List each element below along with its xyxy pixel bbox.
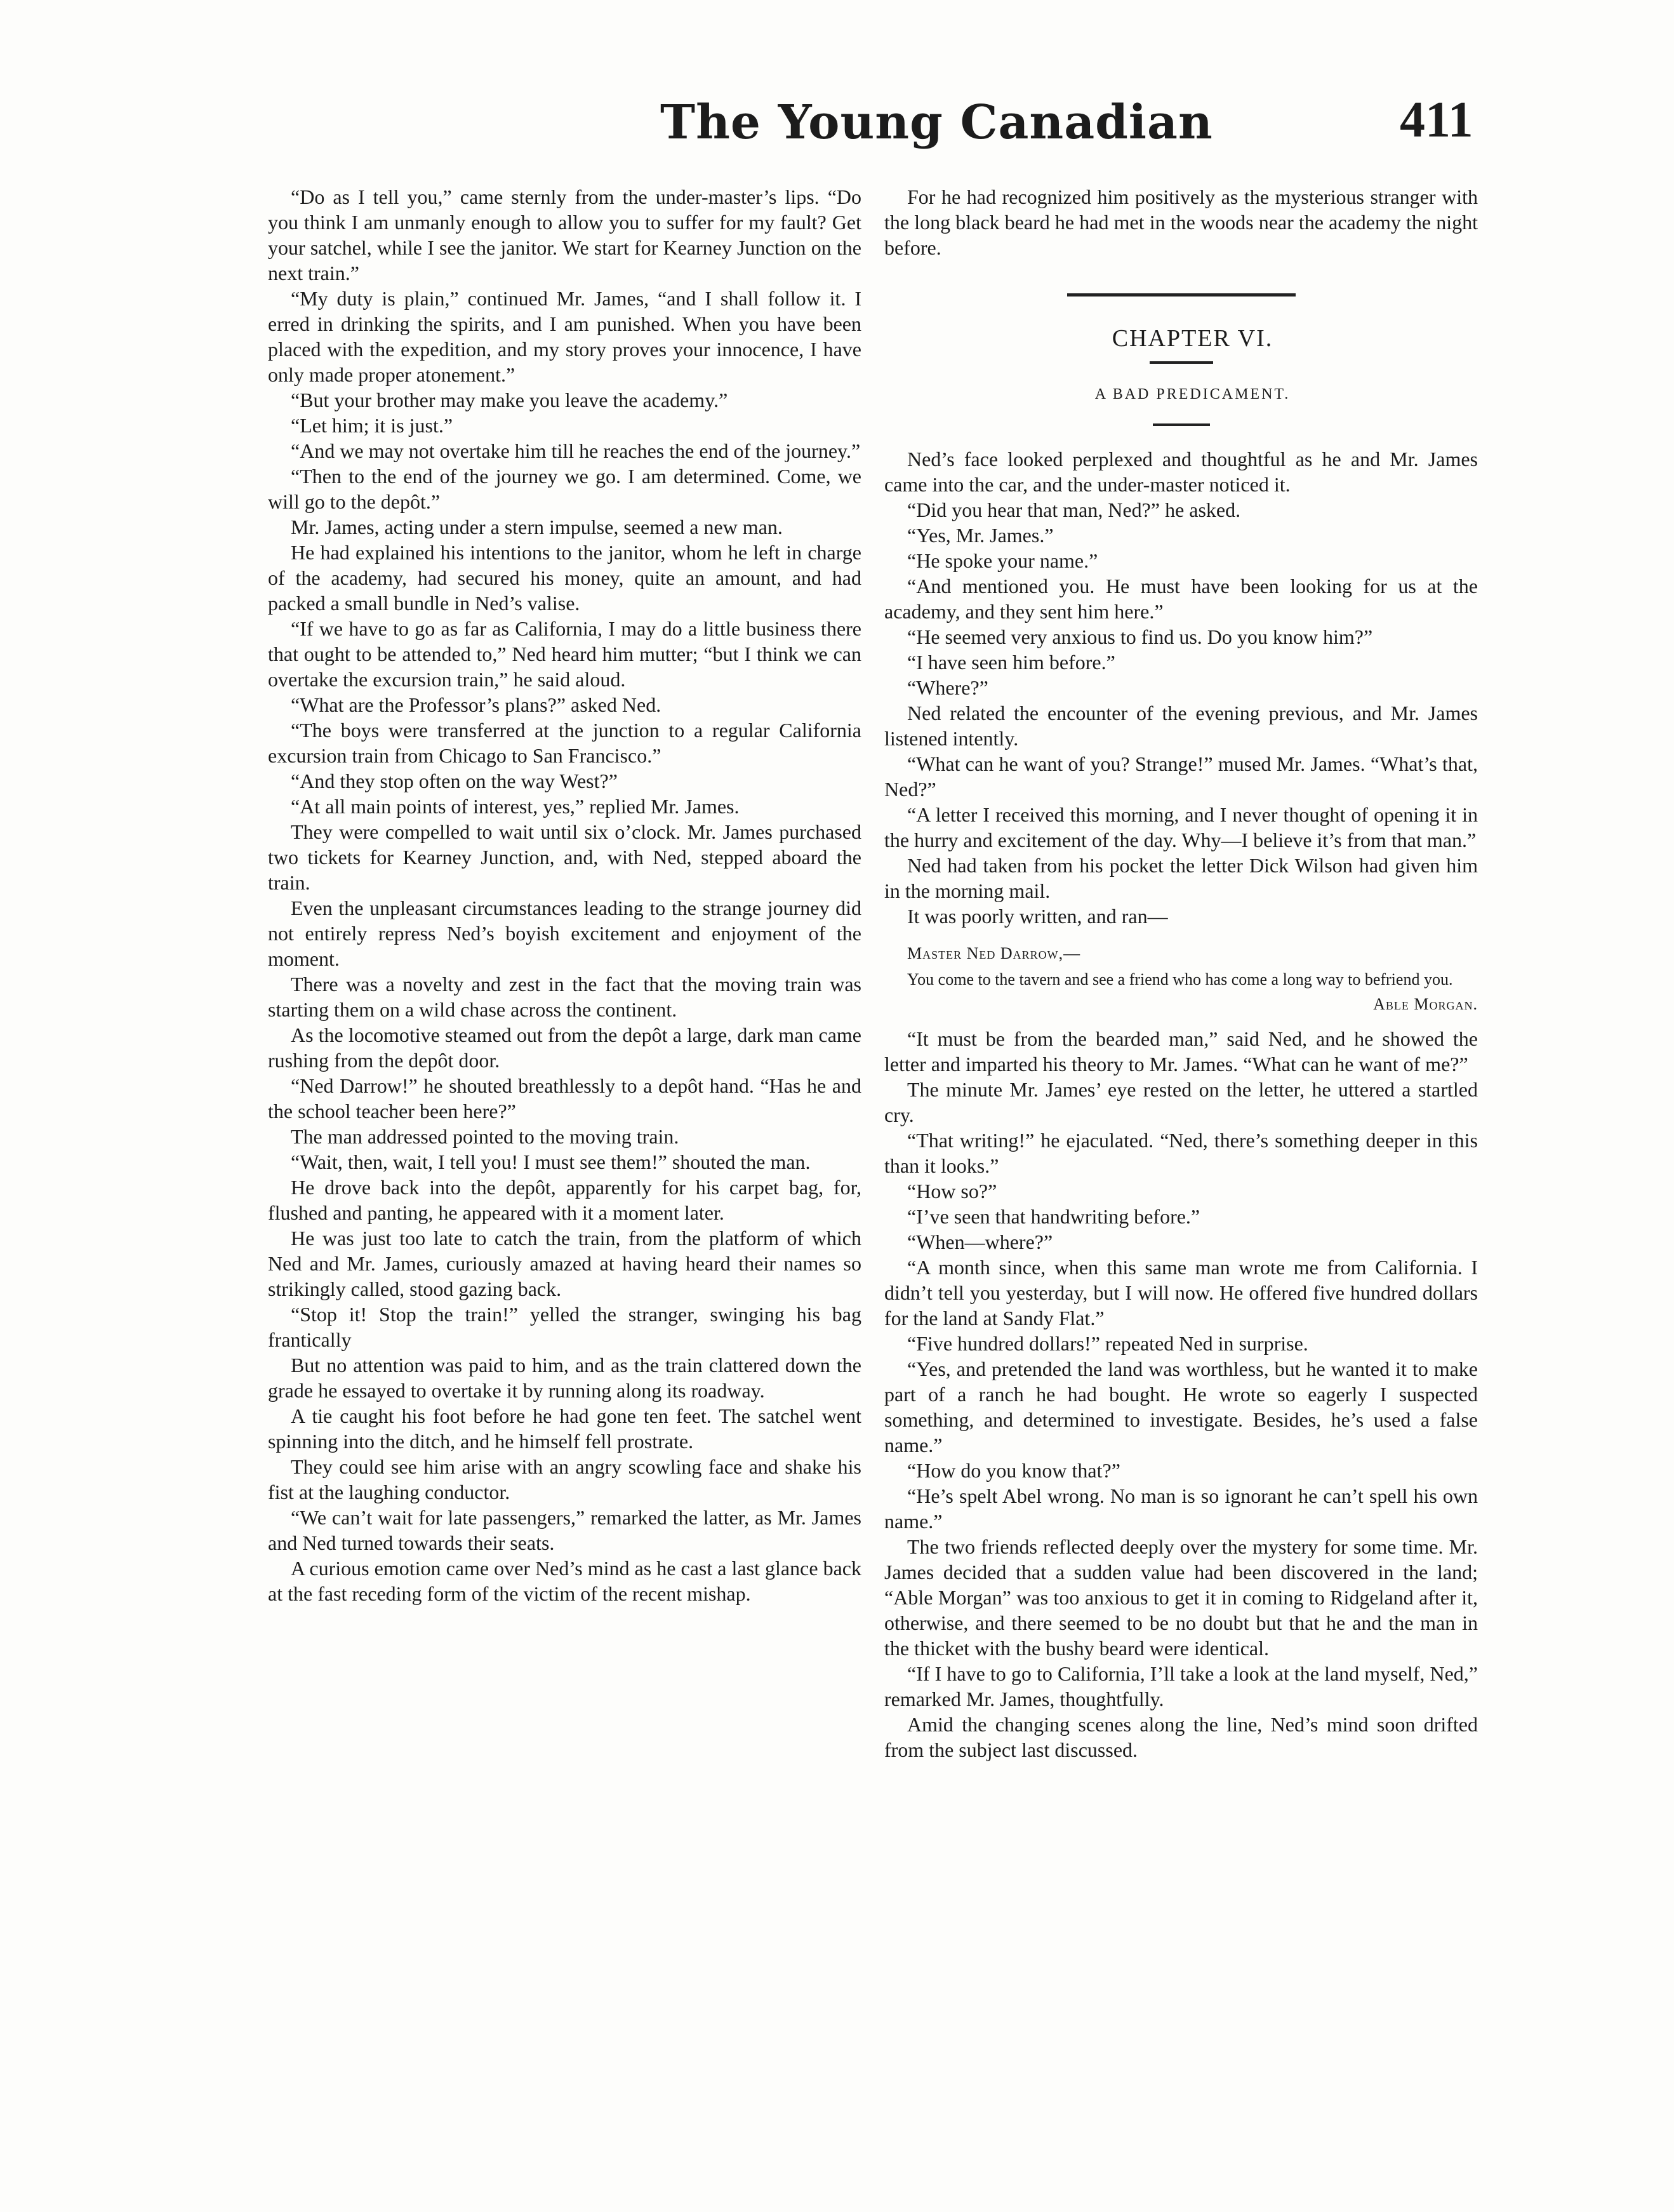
paragraph: “Stop it! Stop the train!” yelled the stranger, swinging his bag frantically [268, 1303, 861, 1351]
chapter-divider-rule [1067, 293, 1296, 296]
left-column [268, 184, 861, 1606]
paragraph: The minute Mr. James’ eye rested on the letter, he uttered a startled cry. [884, 1078, 1478, 1126]
paragraph: He had explained his intentions to the janitor, whom he left in charge of the academy, had secured his money, quite an amount, and had packed a small bundle in Ned’s valise. [268, 541, 861, 615]
chapter-subtitle: A BAD PREDICAMENT. [1094, 386, 1291, 403]
paragraph: “Wait, then, wait, I tell you! I must see them!” shouted the man. [291, 1150, 811, 1173]
paragraph: “And mentioned you. He must have been looking for us at the academy, and they sent him here.” [884, 575, 1478, 623]
paragraph: Ned had taken from his pocket the letter Dick Wilson had given him in the morning mail. [884, 854, 1478, 902]
paragraph: “Ned Darrow!” he shouted breathlessly to a depôt hand. “Has he and the school teacher been here?” [268, 1074, 861, 1123]
masthead-title: The Young Canadian [660, 95, 1213, 150]
paragraph: A curious emotion came over Ned’s mind as he cast a last glance back at the fast receding form of the victim of the recent mishap. [268, 1557, 861, 1605]
quoted-letter [884, 943, 1478, 1015]
page-number: 411 [1400, 92, 1473, 148]
paragraph: “Then to the end of the journey we go. I am determined. Come, we will go to the depôt.” [268, 465, 861, 513]
paragraph: Ned related the encounter of the evening previous, and Mr. James listened intently. [884, 702, 1478, 750]
right-intro-paragraphs [884, 184, 1478, 260]
paragraph: Amid the changing scenes along the line, Ned’s mind soon drifted from the subject last discussed. [884, 1713, 1478, 1761]
chapter-subtitle-rule [1153, 423, 1210, 426]
chapter-short-rule [1150, 361, 1213, 364]
paragraph: “What are the Professor’s plans?” asked Ned. [291, 693, 661, 716]
paragraph: “My duty is plain,” continued Mr. James, “and I shall follow it. I erred in drinking the spirits, and I am punished. When you have been placed with the expedition, and my story proves your innocence, I have only made proper atonement.” [268, 287, 861, 386]
paragraph: The two friends reflected deeply over the mystery for some time. Mr. James decided that a sudden value had been discovered in the land; “Able Morgan” was too anxious to get it in coming to Ridgeland after it, otherwise, and there seemed to be no doubt but that he and the man in the thicket with the bushy beard were identical. [884, 1535, 1478, 1660]
paragraph: “Yes, Mr. James.” [907, 524, 1054, 547]
paragraph: “It must be from the bearded man,” said Ned, and he showed the letter and imparted his theory to Mr. James. “What can he want of me?” [884, 1027, 1478, 1076]
paragraph: “Where?” [907, 676, 988, 699]
paragraph: “Yes, and pretended the land was worthless, but he wanted it to make part of a ranch he had bought. He wrote so eagerly I suspected something, and determined to investigate. Besides, he’s used a false name.” [884, 1357, 1478, 1456]
paragraph: “I’ve seen that handwriting before.” [907, 1205, 1200, 1228]
paragraph: They could see him arise with an angry scowling face and shake his fist at the laughing conductor. [268, 1455, 861, 1503]
paragraph: “What can he want of you? Strange!” mused Mr. James. “What’s that, Ned?” [884, 752, 1478, 801]
letter-signature: Able Morgan. [1373, 995, 1478, 1013]
paragraph: “If we have to go as far as California, I may do a little business there that ought to be attended to,” Ned heard him mutter; “but I think we can overtake the excursion train,” he said aloud. [268, 617, 861, 691]
letter-salutation: Master Ned Darrow,— [907, 944, 1081, 963]
paragraph: “He’s spelt Abel wrong. No man is so ignorant he can’t spell his own name.” [884, 1484, 1478, 1533]
paragraph: As the locomotive steamed out from the depôt a large, dark man came rushing from the depôt door. [268, 1023, 861, 1072]
page-header [0, 92, 1674, 171]
paragraph: A tie caught his foot before he had gone ten feet. The satchel went spinning into the ditch, and he himself fell prostrate. [268, 1404, 861, 1453]
paragraph: “We can’t wait for late passengers,” remarked the latter, as Mr. James and Ned turned towards their seats. [268, 1506, 861, 1554]
paragraph: The man addressed pointed to the moving train. [291, 1125, 679, 1148]
paragraph: For he had recognized him positively as the mysterious stranger with the long black beard he had met in the woods near the academy the night before. [884, 185, 1478, 259]
right-column [884, 184, 1478, 1762]
paragraph: “And they stop often on the way West?” [291, 770, 618, 792]
paragraph: “If I have to go to California, I’ll take a look at the land myself, Ned,” remarked Mr. James, thoughtfully. [884, 1662, 1478, 1710]
paragraph: He was just too late to catch the train, from the platform of which Ned and Mr. James, curiously amazed at having heard their names so strikingly called, stood gazing back. [268, 1227, 861, 1300]
paragraph: Even the unpleasant circumstances leading to the strange journey did not entirely repress Ned’s boyish excitement and enjoyment of the moment. [268, 896, 861, 970]
paragraph: “Do as I tell you,” came sternly from the under-master’s lips. “Do you think I am unmanly enough to allow you to suffer for my fault? Get your satchel, while I see the janitor. We start for Kearney Junction on the next train.” [268, 185, 861, 284]
right-paragraphs-before-letter [884, 446, 1478, 929]
paragraph: There was a novelty and zest in the fact that the moving train was starting them on a wild chase across the continent. [268, 973, 861, 1021]
paragraph: “How do you know that?” [907, 1459, 1120, 1482]
paragraph: “When—where?” [907, 1230, 1053, 1253]
paragraph: “A letter I received this morning, and I never thought of opening it in the hurry and excitement of the day. Why—I believe it’s from that man.” [884, 803, 1478, 851]
chapter-title: CHAPTER VI. [1112, 325, 1273, 352]
paragraph: “And we may not overtake him till he reaches the end of the journey.” [291, 439, 861, 462]
paragraph: “At all main points of interest, yes,” replied Mr. James. [291, 795, 740, 818]
paragraph: “He seemed very anxious to find us. Do you know him?” [907, 625, 1373, 648]
paragraph: Mr. James, acting under a stern impulse, seemed a new man. [291, 516, 783, 538]
paragraph: “Let him; it is just.” [291, 414, 453, 437]
paragraph: He drove back into the depôt, apparently for his carpet bag, for, flushed and panting, he appeared with it a moment later. [268, 1176, 861, 1224]
right-paragraphs-after-letter [884, 1026, 1478, 1762]
paragraph: It was poorly written, and ran— [907, 905, 1168, 928]
paragraph: Ned’s face looked perplexed and thoughtful as he and Mr. James came into the car, and the under-master noticed it. [884, 448, 1478, 496]
paragraph: “How so?” [907, 1180, 997, 1203]
paragraph: “I have seen him before.” [907, 651, 1115, 674]
paragraph: They were compelled to wait until six o’clock. Mr. James purchased two tickets for Kearney Junction, and, with Ned, stepped aboard the train. [268, 820, 861, 894]
paragraph: “That writing!” he ejaculated. “Ned, there’s something deeper in this than it looks.” [884, 1129, 1478, 1177]
paragraph: “Five hundred dollars!” repeated Ned in surprise. [907, 1332, 1308, 1355]
letter-body: You come to the tavern and see a friend who has come a long way to befriend you. [907, 970, 1453, 989]
paragraph: “A month since, when this same man wrote me from California. I didn’t tell you yesterday, but I will now. He offered five hundred dollars for the land at Sandy Flat.” [884, 1256, 1478, 1329]
paragraph: “The boys were transferred at the junction to a regular California excursion train from Chicago to San Francisco.” [268, 719, 861, 767]
paragraph: “He spoke your name.” [907, 549, 1098, 572]
paragraph: “Did you hear that man, Ned?” he asked. [907, 498, 1241, 521]
paragraph: “But your brother may make you leave the academy.” [291, 389, 728, 411]
paragraph: But no attention was paid to him, and as the train clattered down the grade he essayed to overtake it by running along its roadway. [268, 1354, 861, 1402]
